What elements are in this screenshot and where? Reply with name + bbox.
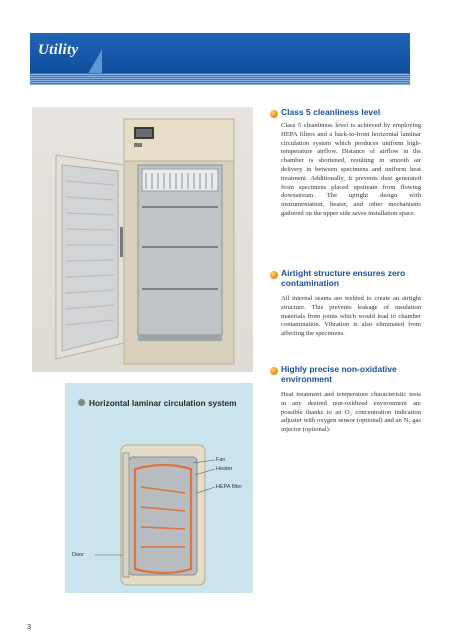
fan-label: Fan	[216, 457, 226, 463]
door-label: Door	[72, 552, 84, 558]
section-heading: Airtight structure ensures zero contamination	[281, 268, 406, 288]
heater-label: Heater	[216, 466, 233, 472]
diagram-title: Horizontal laminar circulation system	[89, 398, 237, 408]
section-heading: Highly precise non-oxidative environment	[281, 364, 397, 384]
bullet-icon	[78, 399, 85, 406]
section-heading: Class 5 cleanliness level	[281, 107, 381, 117]
incubator-illustration	[32, 107, 253, 372]
banner-accent	[88, 50, 102, 73]
section-body: Heat treatment and temperature characteristic tests in any desired non-oxidized environment are possible thanks to an O₂ concentration indication adjuster with oxygen sensor (optional) and an N₂ gas injector (optional).	[281, 391, 421, 434]
orange-bullet-icon	[270, 367, 278, 375]
page-title: Utility	[38, 42, 79, 58]
title-banner	[30, 33, 410, 73]
orange-bullet-icon	[270, 271, 278, 279]
orange-bullet-icon	[270, 110, 278, 118]
banner-stripes	[30, 73, 410, 85]
product-photo	[32, 107, 253, 372]
page-number: 3	[27, 622, 32, 631]
section-body: Class 5 cleanliness level is achieved by employing HEPA filters and a back-to-front horizontal laminar circulation system which produces uniform high-temperature airflow. Distance of airflow in the chamber is shortened, resulting in smooth air delivery in between specimens and uniform heat treatment. Additionally, it prevents dust generated from specimens placed upstream from flowing downstream. The upright design with instrumentation, heater, and other mechanisms gathered on the upper side saves installation space.	[281, 122, 421, 217]
section-body: All internal seams are welded to create an airtight structure. This prevents leakage of insulation materials from joints which would lead to chamber contamination. Vibration is also eliminated from affecting the specimens.	[281, 295, 421, 338]
hepa-filter-label: HEPA filter	[216, 484, 243, 490]
